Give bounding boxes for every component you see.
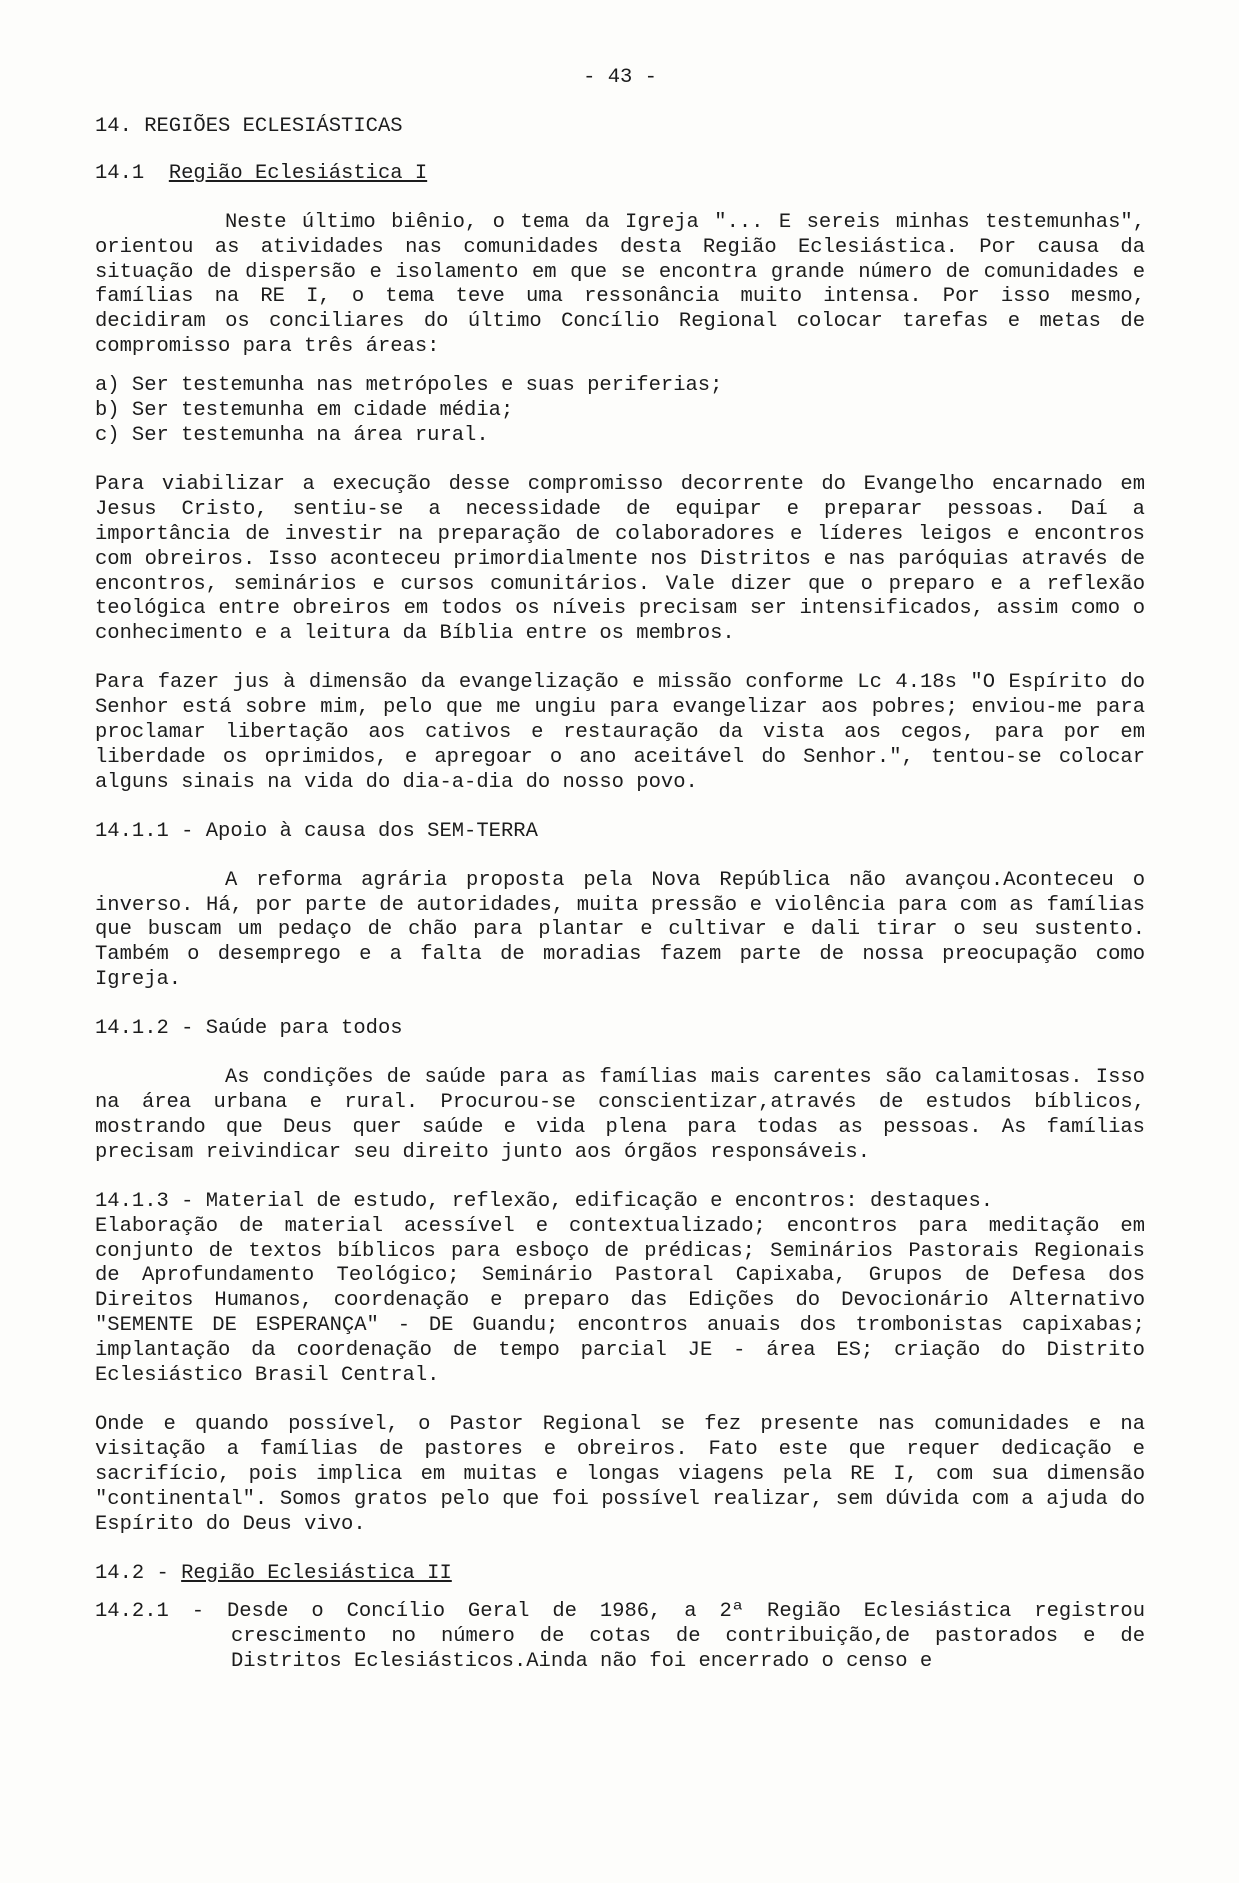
paragraph-pastor-regional: Onde e quando possível, o Pastor Regional se fez presente nas comunidades e na visitação a famílias de pastores e obreiros. Fato este que requer dedicação e sacrifício, pois implica em muitas e longas viagens pela RE I, com sua dimensão "continental". Somos gratos pelo que foi possível realizar, sem dúvida com a ajuda do Espírito do Deus vivo.: [95, 1412, 1145, 1536]
subsection-14-1-2-title: 14.1.2 - Saúde para todos: [95, 1017, 403, 1041]
section-number: 14.2 -: [95, 1561, 169, 1585]
paragraph-viabilizar: Para viabilizar a execução desse compromisso decorrente do Evangelho encarnado em Jesus Cristo, sentiu-se a necessidade de equipar e preparar pessoas. Daí a importância de investir na preparação de colaboradores e líderes leigos e encontros com obreiros. Isso aconteceu primordialmente nos Distritos e nas paróquias através de encontros, seminários e cursos comunitários. Vale dizer que o preparo e a reflexão teológica entre obreiros em todos os níveis precisam ser intensificados, assim como o conhecimento e a leitura da Bíblia entre os membros.: [95, 472, 1145, 646]
section-14-1-heading: [95, 162, 1145, 187]
section-title: Região Eclesiástica I: [168, 161, 428, 185]
list-item: a) Ser testemunha nas metrópoles e suas periferias;: [95, 374, 723, 398]
section-title: Região Eclesiástica II: [181, 1561, 452, 1585]
subsection-14-1-3-title: 14.1.3 - Material de estudo, reflexão, edificação e encontros: destaques.: [95, 1189, 994, 1213]
subsection-14-2-1-text: 14.2.1 - Desde o Concílio Geral de 1986, a 2ª Região Eclesiástica registrou crescimento no número de cotas de contribuição,de pastorados e de Distritos Eclesiásticos.Ainda não foi encerrado o censo e: [95, 1600, 1145, 1674]
subsection-14-1-1-text: A reforma agrária proposta pela Nova República não avançou.Aconteceu o inverso. Há, por parte de autoridades, muita pressão e violência para com as famílias que buscam um pedaço de chão para plantar e cultivar e dali tirar o seu sustento. Também o desemprego e a falta de moradias fazem parte de nossa preocupação como Igreja.: [95, 868, 1145, 992]
list-item: c) Ser testemunha na área rural.: [95, 423, 489, 447]
section-number: 14.1: [95, 161, 145, 185]
chapter-title: 14. REGIÕES ECLESIÁSTICAS: [95, 114, 403, 138]
subsection-14-1-2-text: As condições de saúde para as famílias mais carentes são calamitosas. Isso na área urbana e rural. Procurou-se conscientizar,através de estudos bíblicos, mostrando que Deus quer saúde e vida plena para todas as pessoas. As famílias precisam reivindicar seu direito junto aos órgãos responsáveis.: [95, 1066, 1145, 1164]
list-item: b) Ser testemunha em cidade média;: [95, 399, 514, 423]
page-number: - 43 -: [583, 66, 657, 89]
subsection-14-1-1-title: 14.1.1 - Apoio à causa dos SEM-TERRA: [95, 819, 538, 843]
areas-list: [95, 374, 1145, 449]
subsection-14-1-3-text: Elaboração de material acessível e contextualizado; encontros para meditação em conjunto de textos bíblicos para esboço de prédicas; Seminários Pastorais Regionais de Aprofundamento Teológico; Seminário Pastoral Capixaba, Grupos de Defesa dos Direitos Humanos, coordenação e preparo das Edições do Devocionário Alternativo "SEMENTE DE ESPERANÇA" - DE Guandu; encontros anuais dos trombonistas capixabas; implantação da coordenação de tempo parcial JE - área ES; criação do Distrito Eclesiástico Brasil Central.: [95, 1214, 1145, 1388]
section-14-2-heading: [95, 1562, 1145, 1587]
document-page: [95, 66, 1145, 1675]
intro-paragraph: Neste último biênio, o tema da Igreja "... E sereis minhas testemunhas", orientou as atividades nas comunidades desta Região Eclesiástica. Por causa da situação de dispersão e isolamento em que se encontra grande número de comunidades e famílias na RE I, o tema teve uma ressonância muito intensa. Por isso mesmo, decidiram os conciliares do último Concílio Regional colocar tarefas e metas de compromisso para três áreas:: [95, 210, 1145, 359]
paragraph-evangelizacao: Para fazer jus à dimensão da evangelização e missão conforme Lc 4.18s "O Espírito do Senhor está sobre mim, pelo que me ungiu para evangelizar aos pobres; enviou-me para proclamar libertação aos cativos e restauração da vista aos cegos, para por em liberdade os oprimidos, e apregoar o ano aceitável do Senhor.", tentou-se colocar alguns sinais na vida do dia-a-dia do nosso povo.: [95, 671, 1145, 794]
